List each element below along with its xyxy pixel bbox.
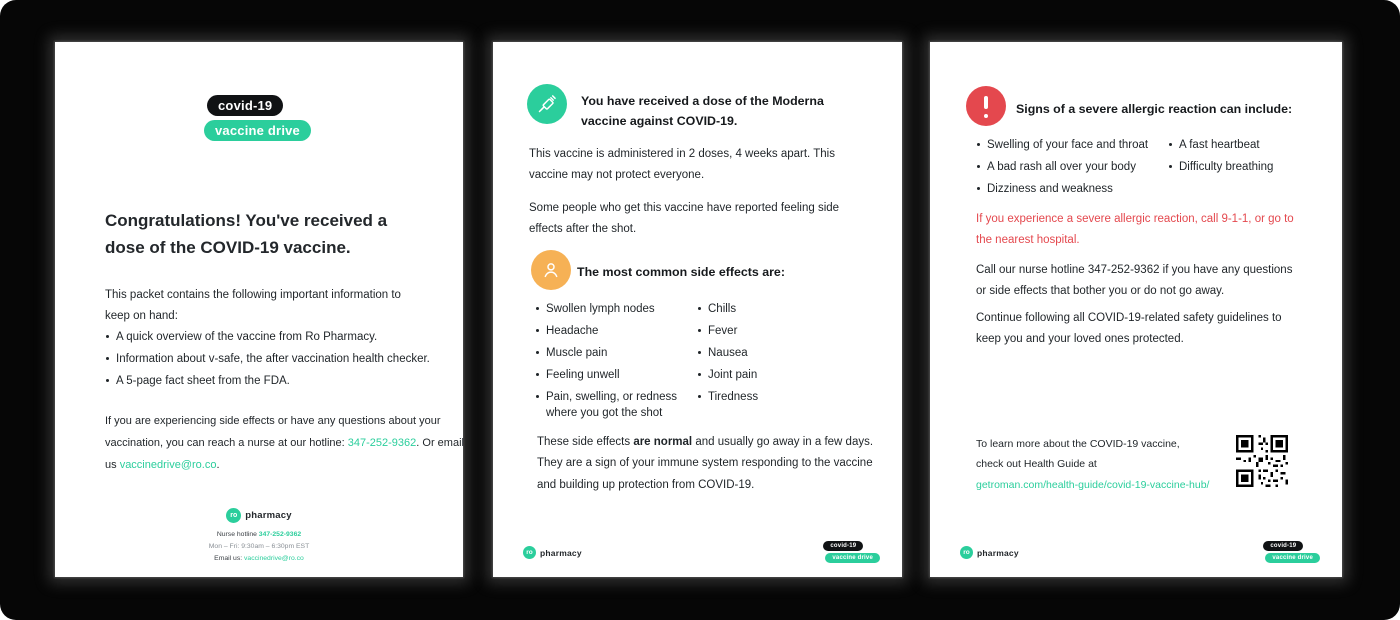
alert-icon	[966, 86, 1006, 126]
side-effects-list-left	[535, 301, 697, 428]
hotline-paragraph: Call our nurse hotline 347-252-9362 if you have any questions or side effects that bother you or do not go away.	[976, 264, 1293, 298]
hotline-phone: 347-252-9362	[258, 531, 302, 538]
closing-text: These side effects	[537, 436, 634, 448]
list-item: Tiredness	[697, 389, 827, 405]
syringe-icon	[527, 84, 567, 124]
packet-page-1	[55, 42, 463, 577]
vaccine-drive-badge: vaccine drive	[1265, 553, 1320, 563]
ro-pharmacy-logo	[226, 508, 291, 523]
patient-icon	[531, 250, 571, 290]
allergic-signs-columns	[976, 137, 1308, 203]
footer-email-line	[55, 553, 463, 565]
side-effects-heading: The most common side effects are:	[577, 265, 785, 279]
guidelines-paragraph: Continue following all COVID-19-related safety guidelines to keep you and your loved ones protected.	[976, 312, 1282, 346]
vaccine-drive-badge: vaccine drive	[825, 553, 880, 563]
allergic-reaction-heading: Signs of a severe allergic reaction can include:	[1016, 102, 1293, 116]
contact-text: . Or email us	[105, 437, 464, 471]
list-item: A bad rash all over your body	[976, 159, 1168, 175]
side-effects-columns	[535, 301, 827, 428]
list-item: Chills	[697, 301, 827, 317]
learn-more-line: To learn more about the COVID-19 vaccine,	[976, 438, 1180, 450]
learn-more-line: check out Health Guide at	[976, 458, 1097, 471]
list-item: Information about v-safe, the after vaccination health checker.	[105, 351, 430, 367]
qr-code	[1236, 435, 1288, 487]
list-item: Difficulty breathing	[1168, 159, 1308, 175]
packet-page-3	[930, 42, 1342, 577]
list-item: A fast heartbeat	[1168, 137, 1308, 153]
list-item: Headache	[535, 323, 697, 339]
ro-logo-icon: ro	[523, 546, 536, 559]
closing-emphasis: are normal	[633, 436, 693, 448]
logo-wordmark: pharmacy	[977, 547, 1019, 558]
list-item: A 5-page fact sheet from the FDA.	[105, 373, 430, 389]
nurse-hotline-phone: 347-252-9362	[347, 437, 417, 449]
list-item: Feeling unwell	[535, 367, 697, 383]
hotline-label: Nurse hotline	[216, 531, 259, 538]
campaign-badges-mini	[823, 541, 880, 563]
logo-wordmark: pharmacy	[245, 510, 292, 521]
list-item: Fever	[697, 323, 827, 339]
list-item: Nausea	[697, 345, 827, 361]
side-effects-list-right	[697, 301, 827, 428]
list-item: Muscle pain	[535, 345, 697, 361]
logo-wordmark: pharmacy	[540, 547, 582, 558]
ro-pharmacy-logo	[523, 546, 582, 559]
covid-19-badge: covid-19	[207, 95, 283, 116]
side-effects-closing	[537, 432, 875, 496]
allergic-signs-list-left	[976, 137, 1168, 203]
covid-19-badge: covid-19	[823, 541, 863, 551]
list-item: Swollen lymph nodes	[535, 301, 697, 317]
list-item: Joint pain	[697, 367, 827, 383]
emergency-warning: If you experience a severe allergic reaction, call 9-1-1, or go to the nearest hospital.	[976, 213, 1294, 247]
footer-hotline-line	[55, 529, 463, 541]
health-guide-link[interactable]: getroman.com/health-guide/covid-19-vaccine-hub/	[976, 478, 1210, 491]
footer-email-link[interactable]: vaccinedrive@ro.co	[244, 555, 304, 563]
covid-19-badge: covid-19	[1263, 541, 1303, 551]
contact-text: If you are experiencing side effects or have any questions about your vaccination, you can reach a nurse at our hotline:	[105, 415, 441, 449]
ro-pharmacy-logo	[960, 546, 1019, 559]
email-link[interactable]: vaccinedrive@ro.co	[119, 459, 217, 471]
list-item: A quick overview of the vaccine from Ro Pharmacy.	[105, 329, 430, 345]
ro-logo-icon: ro	[226, 508, 241, 523]
contact-paragraph	[105, 410, 467, 476]
contact-text: .	[216, 459, 220, 471]
list-item: Dizziness and weakness	[976, 181, 1168, 197]
learn-more-block	[976, 434, 1226, 495]
campaign-badges-mini	[1263, 541, 1320, 563]
list-item: Pain, swelling, or redness where you got the shot	[535, 389, 697, 421]
page1-footer	[55, 504, 463, 566]
campaign-badges	[207, 95, 311, 141]
dose-paragraph-2: Some people who get this vaccine have reported feeling side effects after the shot.	[529, 202, 840, 236]
dose-paragraph-1: This vaccine is administered in 2 doses, 4 weeks apart. This vaccine may not protect everyone.	[529, 148, 835, 182]
intro-paragraph: This packet contains the following important information to keep on hand:	[105, 289, 401, 323]
list-item: Swelling of your face and throat	[976, 137, 1168, 153]
email-label: Email us:	[214, 555, 245, 563]
packet-page-2	[493, 42, 902, 577]
allergic-signs-list-right	[1168, 137, 1308, 203]
footer-hours: Mon – Fri: 9:30am – 6:30pm EST	[208, 543, 310, 551]
packet-contents-list	[105, 329, 430, 395]
vaccine-drive-badge: vaccine drive	[204, 120, 311, 141]
dose-heading: You have received a dose of the Moderna vaccine against COVID-19.	[581, 94, 824, 128]
ro-logo-icon: ro	[960, 546, 973, 559]
page-title: Congratulations! You've received a dose of the COVID-19 vaccine.	[105, 211, 388, 258]
closing-text: and usually go away in a few days. They are a sign of your immune system responding to the vaccine and building up protection from COVID-19.	[537, 436, 874, 491]
